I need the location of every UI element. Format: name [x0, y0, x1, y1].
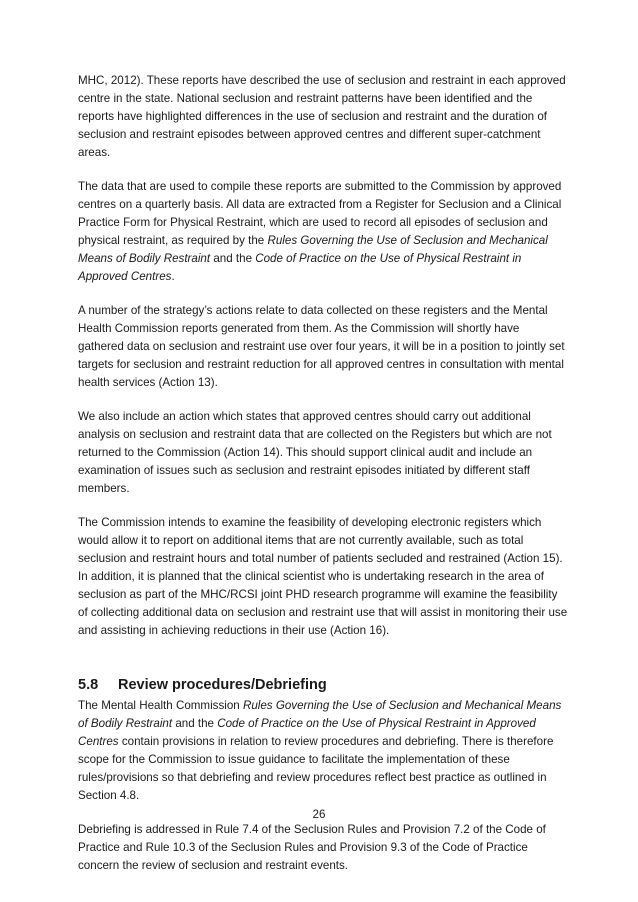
paragraph-reports-summary: MHC, 2012). These reports have described the use of seclusion and restraint in each approved centre in the state. National seclusion and restraint patterns have been identified and the reports have highlighted differences in the use of seclusion and restraint and the duration of seclusion and restraint episodes between approved centres and different super-catchment areas.: [78, 74, 566, 159]
text-run: The data that are used to compile these reports are submitted to the Commission by approved centres on a quarterly basis. All data are extracted from a Register for Seclusion and a Clinical Practice Form for Physical Restraint, which are used to record all episodes of seclusion and physical restraint, as required by the: [78, 180, 562, 247]
section-number: 5.8: [78, 677, 99, 693]
paragraph-review-provisions: [78, 697, 568, 805]
paragraph-additional-analysis: We also include an action which states that approved centres should carry out additional analysis on seclusion and restraint data that are collected on the Registers but which are not returned to the Commission (Action 14). This should support clinical audit and include an examination of issues such as seclusion and restraint episodes initiated by different staff members.: [78, 410, 552, 495]
text-run: .: [171, 270, 175, 283]
paragraph-electronic-registers: The Commission intends to examine the feasibility of developing electronic registers which would allow it to report on additional items that are not currently available, such as total seclusion and restraint hours and total number of patients secluded and restrained (Action 15). In addition, it is planned that the clinical scientist who is undertaking research in the area of seclusion as part of the MHC/RCSI joint PHD research programme will examine the feasibility of collecting additional data on seclusion and restraint use that will assist in monitoring their use and assisting in achieving reductions in their use (Action 16).: [78, 516, 568, 637]
text-run: contain provisions in relation to review procedures and debriefing. There is therefore scope for the Commission to issue guidance to facilitate the implementation of these rules/provisions so that debriefing and review procedures reflect best practice as outlined in Section 4.8.: [78, 735, 554, 802]
page-number: 26: [312, 808, 326, 821]
text-run: and the: [210, 252, 256, 265]
rules-title-italic: Rules Governing the Use of Seclusion and Mechanical Means of Bodily Restraint: [78, 234, 548, 265]
rules-title-italic: Rules Governing the Use of Seclusion and Mechanical Means of Bodily Restraint: [78, 699, 562, 730]
text-run: The Mental Health Commission: [78, 699, 243, 712]
code-title-italic: Code of Practice on the Use of Physical Restraint in Approved Centres: [78, 252, 522, 283]
page-body: [78, 72, 568, 891]
paragraph-debriefing-rules: Debriefing is addressed in Rule 7.4 of the Seclusion Rules and Provision 7.2 of the Code of Practice and Rule 10.3 of the Seclusion Rules and Provision 9.3 of the Code of Practice concern the review of seclusion and restraint events.: [78, 823, 546, 872]
section-title: Review procedures/Debriefing: [118, 677, 327, 693]
text-run: and the: [172, 717, 218, 730]
code-title-italic: Code of Practice on the Use of Physical Restraint in Approved Centres: [78, 717, 536, 748]
paragraph-strategy-actions: A number of the strategy’s actions relate to data collected on these registers and the Mental Health Commission reports generated from them. As the Commission will shortly have gathered data on seclusion and restraint use over four years, it will be in a position to jointly set targets for seclusion and restraint reduction for all approved centres in consultation with mental health services (Action 13).: [78, 304, 565, 389]
section-heading: [78, 676, 568, 694]
paragraph-data-sources: [78, 178, 568, 286]
